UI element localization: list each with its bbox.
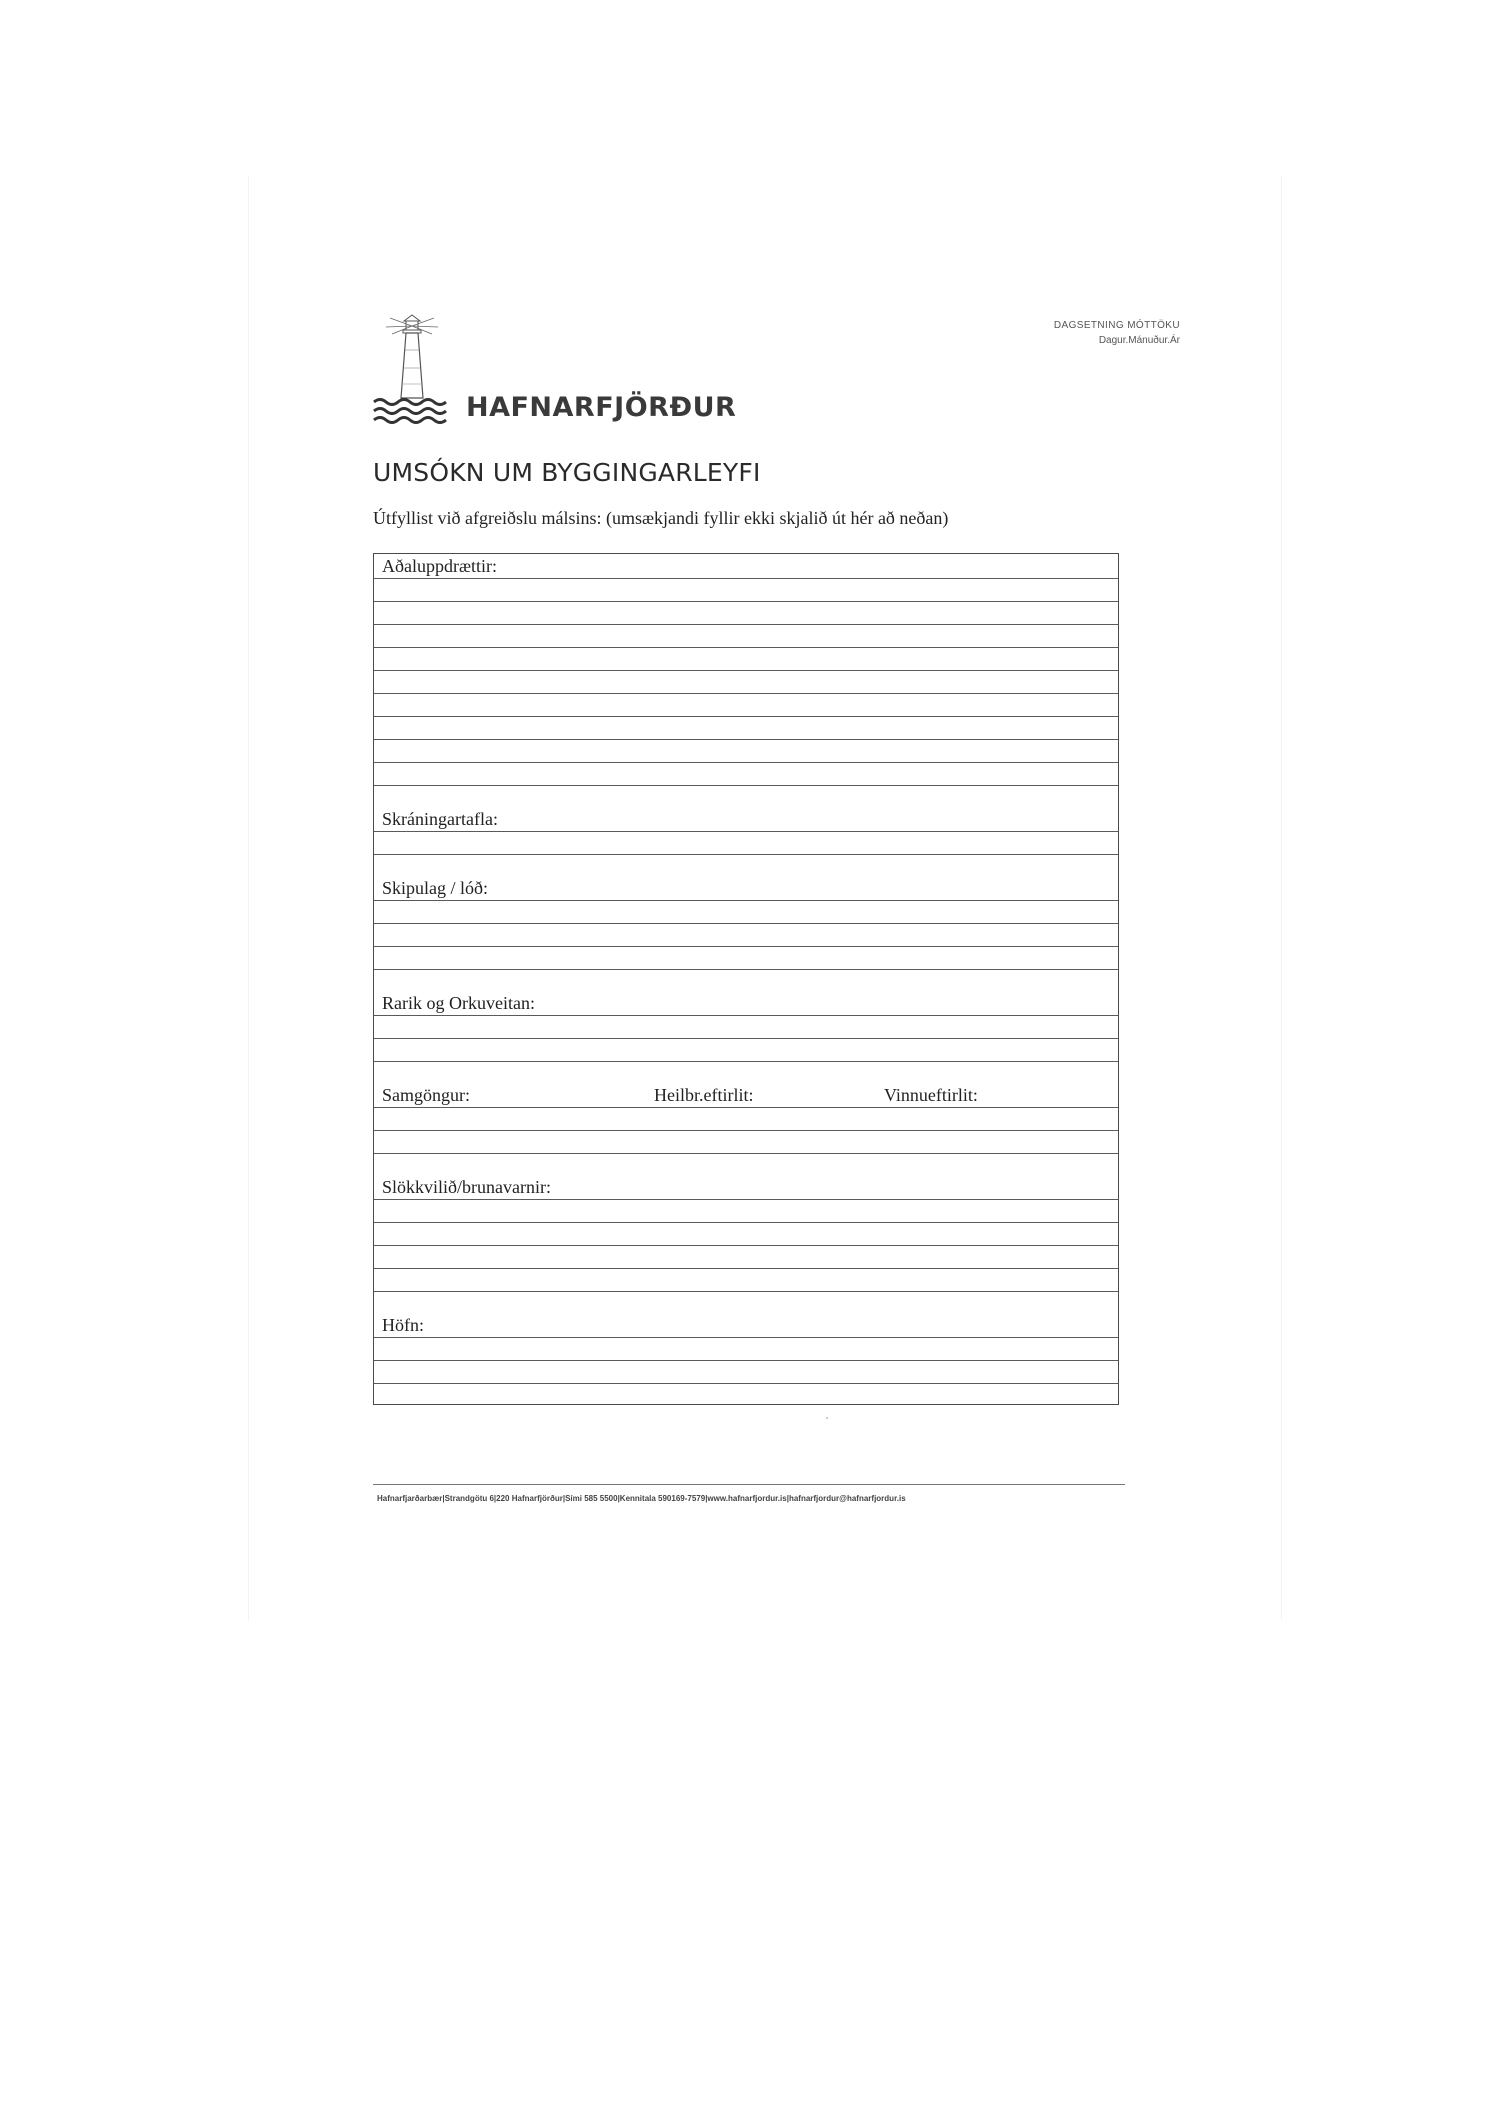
line: [374, 1222, 1118, 1223]
line: [374, 647, 1118, 648]
line: [374, 1360, 1118, 1361]
line: [374, 854, 1118, 855]
line: [374, 1130, 1118, 1131]
line: [374, 578, 1118, 579]
footer-rule: [373, 1484, 1125, 1485]
line: [374, 900, 1118, 901]
form-instruction: Útfyllist við afgreiðslu málsins: (umsækjandi fyllir ekki skjalið út hér að neðan): [373, 508, 949, 528]
line: [374, 1337, 1118, 1338]
line: [374, 1038, 1118, 1039]
line: [374, 1383, 1118, 1384]
line: [374, 946, 1118, 947]
line: [374, 969, 1118, 970]
footer-contact: Hafnarfjarðarbær|Strandgötu 6|220 Hafnarfjörður|Sími 585 5500|Kennitala 590169-7579|www.hafnarfjordur.is|hafnarfjordur@hafnarfjordur.is: [377, 1494, 906, 1503]
line: [374, 739, 1118, 740]
date-title: DAGSETNING MÓTTÖKU: [1053, 320, 1180, 331]
line: [374, 1061, 1118, 1062]
line: [374, 1107, 1118, 1108]
line: [374, 1199, 1118, 1200]
line: [374, 1268, 1118, 1269]
line: [374, 693, 1118, 694]
form-box: [373, 553, 1119, 1405]
line: [374, 1291, 1118, 1292]
line: [374, 785, 1118, 786]
field-label-rarik: Rarik og Orkuveitan:: [382, 993, 535, 1013]
line: [374, 1015, 1118, 1016]
field-label-adaluppdraettir: Aðaluppdrættir:: [382, 556, 497, 576]
field-label-skraningartafla: Skráningartafla:: [382, 809, 498, 829]
scan-speck: [826, 1417, 828, 1419]
date-format: Dagur.Mánuður.Ár: [1098, 335, 1180, 346]
field-label-hofn: Höfn:: [382, 1315, 424, 1335]
field-label-slokkvilid: Slökkvilið/brunavarnir:: [382, 1177, 551, 1197]
line: [374, 923, 1118, 924]
line: [374, 1245, 1118, 1246]
form-title: UMSÓKN UM BYGGINGARLEYFI: [373, 458, 761, 487]
field-label-vinnueftirlit: Vinnueftirlit:: [884, 1085, 978, 1105]
received-date-block: [1054, 318, 1180, 348]
field-label-skipulag: Skipulag / lóð:: [382, 878, 489, 898]
line: [374, 1153, 1118, 1154]
lighthouse-logo-icon: [372, 310, 452, 425]
field-label-heilbr: Heilbr.eftirlit:: [654, 1085, 754, 1105]
line: [374, 762, 1118, 763]
line: [374, 601, 1118, 602]
line: [374, 624, 1118, 625]
line: [374, 831, 1118, 832]
brand-name: HAFNARFJÖRÐUR: [466, 392, 737, 423]
line: [374, 670, 1118, 671]
line: [374, 716, 1118, 717]
field-label-samgongur: Samgöngur:: [382, 1085, 470, 1105]
